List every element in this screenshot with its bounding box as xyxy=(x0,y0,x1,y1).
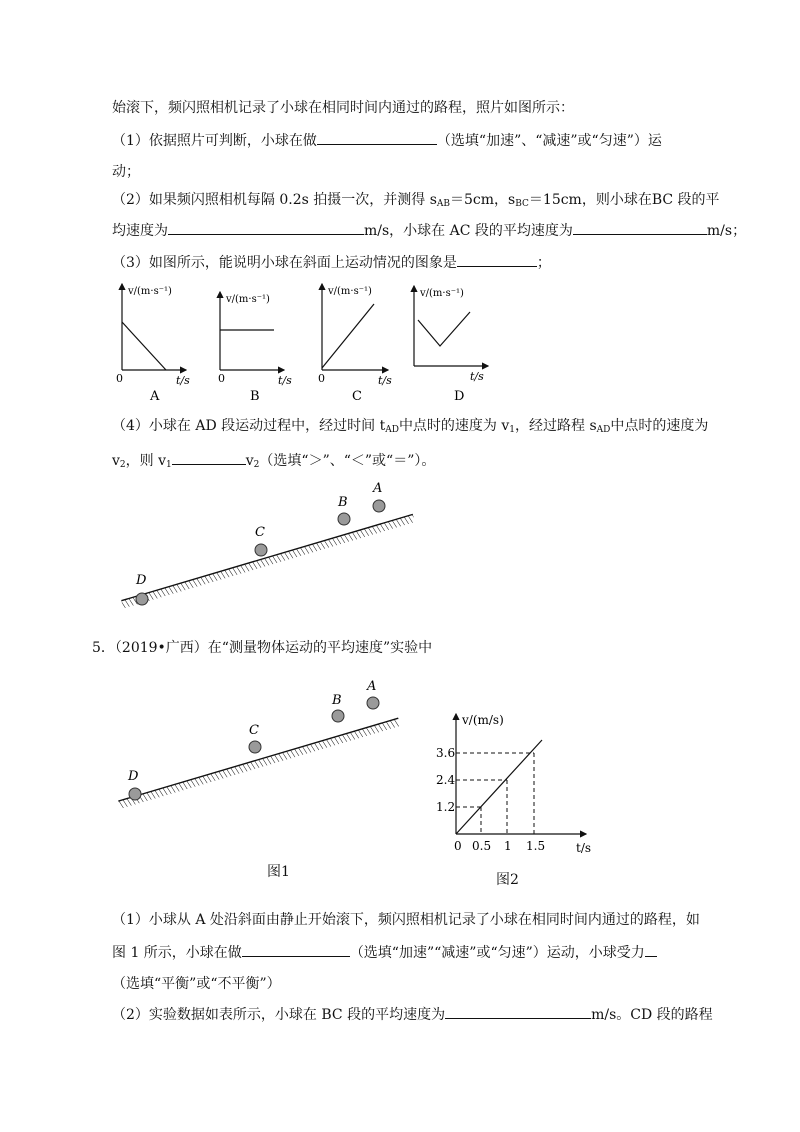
ball-d xyxy=(136,593,148,605)
graph-c xyxy=(318,284,392,404)
fig2-xlabel: t/s xyxy=(576,841,592,855)
question-1-cont: 动； xyxy=(112,164,140,180)
svg-text:D: D xyxy=(128,769,139,784)
incline-figure-1 xyxy=(106,672,406,822)
intro-line: 始滚下，频闪照相机记录了小球在相同时间内通过的路程，照片如图所示： xyxy=(112,100,574,116)
svg-text:0: 0 xyxy=(116,372,123,385)
svg-text:B: B xyxy=(338,495,348,510)
question-4-line2: $v_2$，则 $v_1$ $v_2$（选填“＞”、“＜”或“＝”）。 xyxy=(112,450,435,475)
q3-blank[interactable] xyxy=(457,252,537,267)
graph-a-letter: A xyxy=(150,389,160,404)
q5-1-blank-motion[interactable] xyxy=(242,942,350,957)
ball-c xyxy=(255,544,267,556)
svg-text:0: 0 xyxy=(218,372,225,385)
vt-graphs-options xyxy=(100,278,520,408)
fig1-ball-a xyxy=(367,697,379,709)
ball-b xyxy=(338,513,350,525)
fig1-ball-c xyxy=(249,741,261,753)
svg-text:2.4: 2.4 xyxy=(436,773,456,787)
svg-text:t/s: t/s xyxy=(470,370,484,383)
question-5-2: （2）实验数据如表所示，小球在 BC 段的平均速度为 m/s。CD 段的路程 xyxy=(112,1004,713,1025)
question-5-1-line3: （选填“平衡”或“不平衡”） xyxy=(112,976,281,992)
graph-b xyxy=(218,292,292,404)
svg-text:t/s: t/s xyxy=(378,374,392,387)
fig2-vt-graph xyxy=(420,706,600,866)
svg-text:1: 1 xyxy=(504,839,512,853)
svg-text:C: C xyxy=(249,723,259,738)
fig1-caption: 图1 xyxy=(267,864,290,880)
q1-options: （选填“加速”、“减速”或“匀速”）运 xyxy=(436,133,662,149)
q4-blank[interactable] xyxy=(172,450,246,465)
question-5-1: （1）小球从 A 处沿斜面由静止开始滚下，频闪照相机记录了小球在相同时间内通过的路程，如 xyxy=(112,912,700,928)
q1-text: （1）依据照片可判断，小球在做 xyxy=(112,133,317,149)
svg-text:0.5: 0.5 xyxy=(472,839,492,853)
svg-text:0: 0 xyxy=(318,372,325,385)
svg-text:t/s: t/s xyxy=(278,374,292,387)
svg-text:B: B xyxy=(332,693,342,708)
incline-figure-top xyxy=(110,474,420,624)
graph-c-ylabel: v/(m·s⁻¹) xyxy=(328,286,372,297)
ball-a xyxy=(373,500,385,512)
graph-b-letter: B xyxy=(250,389,260,404)
graph-d-letter: D xyxy=(454,389,465,404)
question-5-1-line2: 图 1 所示，小球在做 （选填“加速”“减速”或“匀速”）运动，小球受力 xyxy=(112,942,657,963)
question-3: （3）如图所示，能说明小球在斜面上运动情况的图象是 ； xyxy=(112,252,551,273)
fig2-ylabel: v/(m/s) xyxy=(462,713,504,727)
svg-text:1.2: 1.2 xyxy=(436,800,456,814)
question-5-title: 5．（2019•广西）在“测量物体运动的平均速度”实验中 xyxy=(92,640,433,656)
graph-d-ylabel: v/(m·s⁻¹) xyxy=(420,288,464,299)
graph-a xyxy=(116,284,190,404)
svg-text:A: A xyxy=(367,679,377,694)
fig1-ball-d xyxy=(129,788,141,800)
q2-blank-ac[interactable] xyxy=(573,220,707,235)
fig1-ball-b xyxy=(332,710,344,722)
fig2-data-line xyxy=(456,740,542,834)
graph-a-ylabel: v/(m·s⁻¹) xyxy=(128,286,172,297)
graph-d xyxy=(414,286,488,404)
q5-1-blank-force[interactable] xyxy=(645,942,657,957)
svg-text:3.6: 3.6 xyxy=(436,746,456,760)
svg-text:t/s: t/s xyxy=(176,374,190,387)
q1-blank[interactable] xyxy=(317,130,437,145)
graph-c-letter: C xyxy=(352,389,362,404)
q2-blank-bc[interactable] xyxy=(168,220,364,235)
question-4: （4）小球在 AD 段运动过程中，经过时间 $t_{AD}$中点时的速度为 $v_1$，经过路程 $s_{AD}$中点时的速度为 xyxy=(112,418,709,435)
q5-2-blank[interactable] xyxy=(445,1004,591,1019)
graph-b-ylabel: v/(m·s⁻¹) xyxy=(226,294,270,305)
question-2: （2）如果频闪照相机每隔 0.2s 拍摄一次，并测得 $s_{AB}=5cm$，$s_{BC}=15cm$，则小球在BC 段的平 xyxy=(112,192,720,209)
svg-text:D: D xyxy=(136,573,147,588)
svg-text:0: 0 xyxy=(454,839,462,853)
svg-text:A: A xyxy=(373,481,383,496)
svg-text:C: C xyxy=(255,525,265,540)
svg-text:1.5: 1.5 xyxy=(526,839,546,853)
question-2-line2: 均速度为 m/s，小球在 AC 段的平均速度为 m/s； xyxy=(112,220,746,241)
fig2-caption: 图2 xyxy=(496,872,519,888)
question-1 xyxy=(112,130,662,151)
